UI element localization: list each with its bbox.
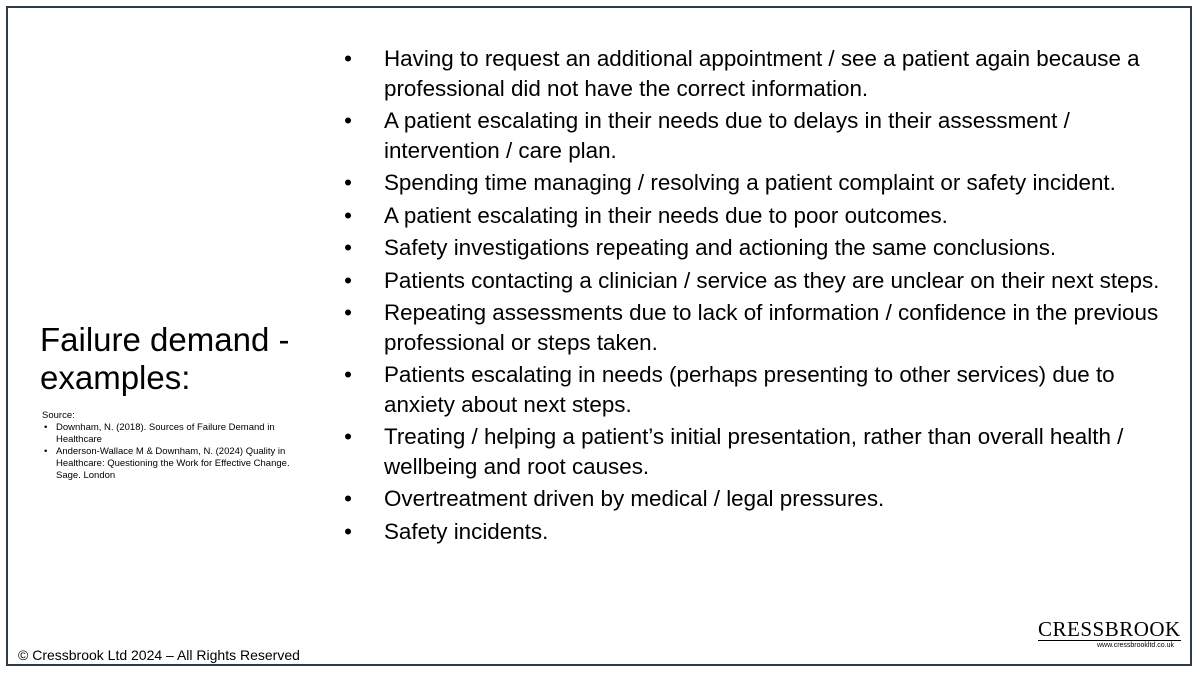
source-item-text: Anderson-Wallace M & Downham, N. (2024) Quality in Healthcare: Questioning the Work for Effective Change. Sage. London [56,446,290,481]
list-item-text: Repeating assessments due to lack of information / confidence in the previous professional or steps taken. [384,300,1159,355]
logo-name: CRESSBROOK [1038,617,1181,641]
bullet-icon: • [344,170,352,195]
source-heading: Source: [42,410,75,421]
list-item [338,422,1168,481]
company-logo [1038,617,1181,650]
source-item-text: Downham, N. (2018). Sources of Failure Demand in Healthcare [56,422,275,445]
source-block [42,410,332,482]
list-item [338,266,1168,296]
bullet-icon: • [44,446,48,457]
examples-list [338,44,1168,549]
slide-title: Failure demand - examples: [40,321,290,396]
list-item-text: A patient escalating in their needs due to delays in their assessment / intervention / care plan. [384,108,1070,163]
list-item [338,360,1168,419]
bullet-icon: • [344,362,352,387]
list-item-text: Safety investigations repeating and actioning the same conclusions. [384,235,1057,260]
bullet-icon: • [344,518,352,544]
list-item-text: Safety incidents. [384,518,549,544]
list-item [338,44,1168,103]
bullet-icon: • [344,202,352,228]
list-item [338,484,1168,514]
bullet-icon: • [344,235,352,260]
list-item-text: Spending time managing / resolving a patient complaint or safety incident. [384,170,1116,195]
list-item [338,298,1168,357]
list-item [338,201,1168,231]
bullet-icon: • [344,486,352,511]
bullet-icon: • [344,46,352,71]
slide-frame [6,6,1192,666]
list-item-text: Treating / helping a patient’s initial presentation, rather than overall health / wellbeing and root causes. [384,424,1124,479]
copyright-footer: © Cressbrook Ltd 2024 – All Rights Reserved [18,647,300,663]
list-item [338,517,1168,547]
bullet-icon: • [44,422,48,433]
list-item [338,106,1168,165]
source-item [42,422,306,446]
list-item-text: Overtreatment driven by medical / legal pressures. [384,486,885,511]
list-item [338,168,1168,198]
list-item-text: A patient escalating in their needs due to poor outcomes. [384,202,948,228]
bullet-icon: • [344,300,352,325]
logo-url: www.cressbrookltd.co.uk [1096,642,1174,649]
list-item-text: Patients escalating in needs (perhaps presenting to other services) due to anxiety about next steps. [384,362,1115,417]
bullet-icon: • [344,424,352,449]
source-item [42,446,306,482]
list-item-text: Patients contacting a clinician / service as they are unclear on their next steps. [384,267,1160,293]
source-list [42,422,332,482]
list-item-text: Having to request an additional appointment / see a patient again because a professional did not have the correct information. [384,46,1140,101]
list-item [338,233,1168,263]
bullet-icon: • [344,108,352,133]
bullet-icon: • [344,267,352,293]
